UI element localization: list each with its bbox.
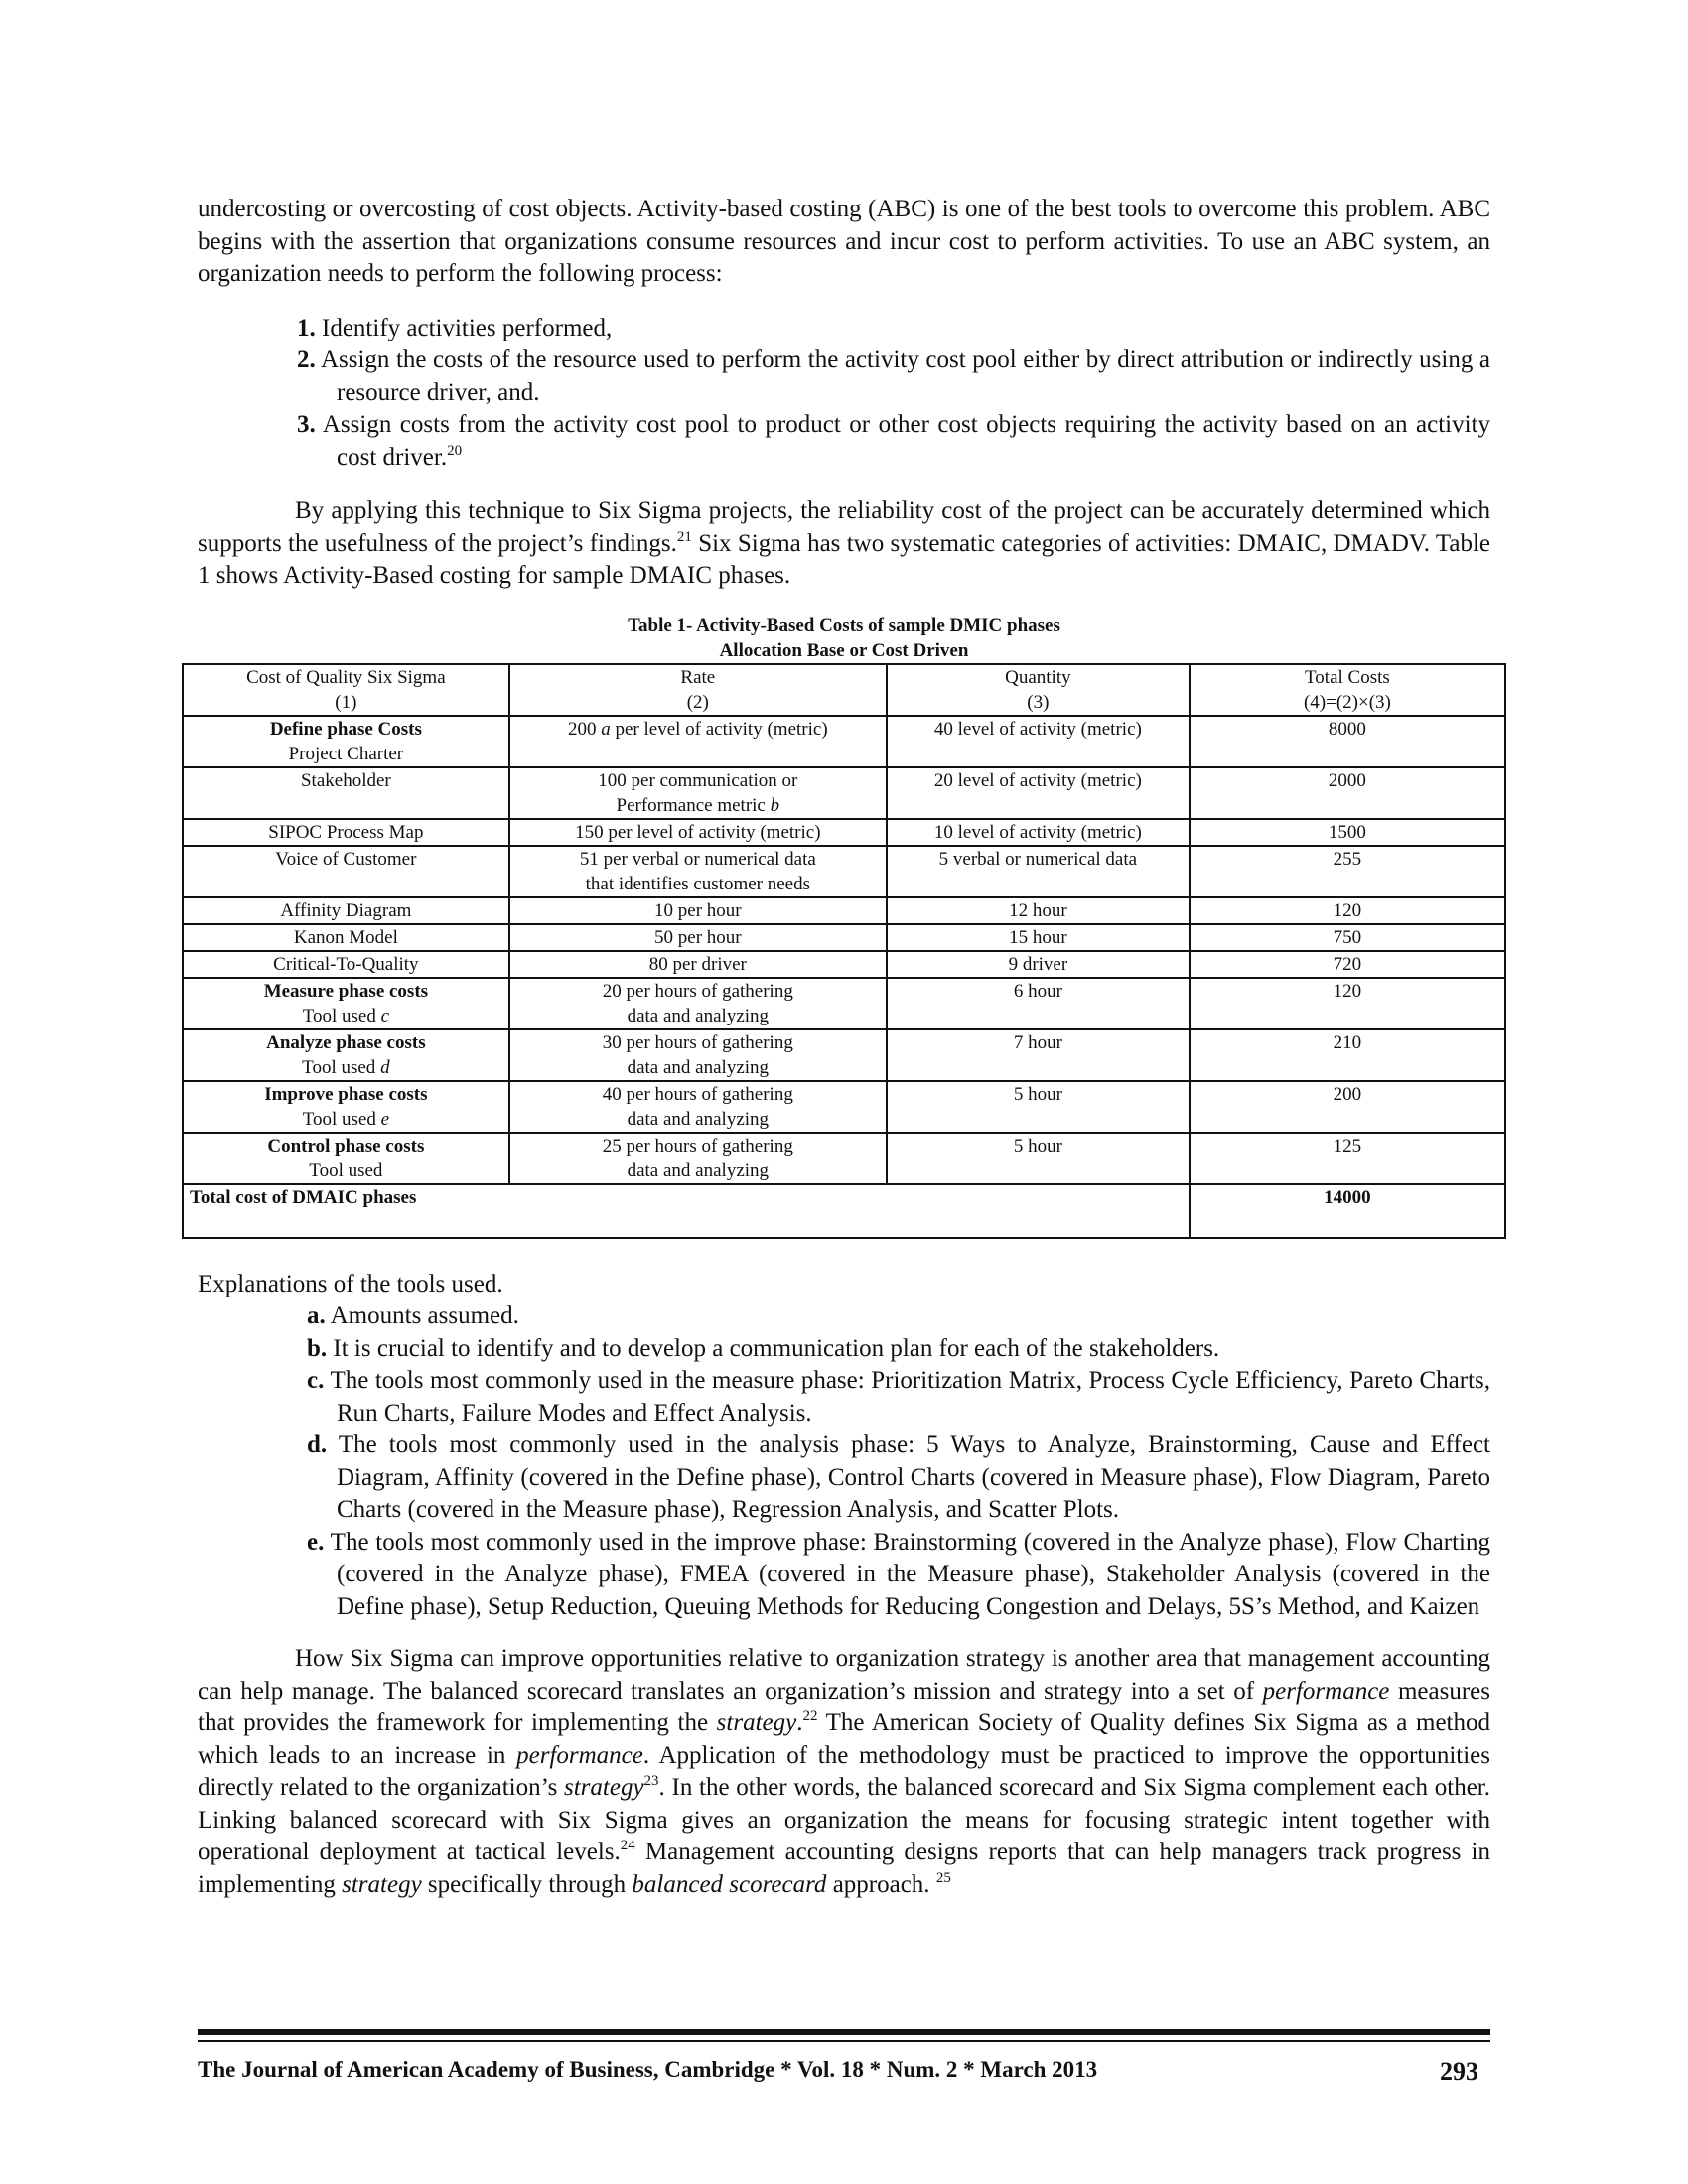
table-cell: Critical-To-Quality [183,951,509,978]
table-row [183,897,1505,924]
table-cell: Define phase Costs Project Charter [183,716,509,767]
process-step [297,313,1490,345]
table-cell: 1500 [1190,819,1505,846]
header-cell: Total Costs (4)=(2)×(3) [1190,664,1505,716]
process-steps-list [198,313,1490,475]
table-row [183,846,1505,897]
article-body [190,194,1491,1901]
table-cell: 100 per communication or Performance metric b [509,767,887,819]
page-footer [198,2057,1490,2091]
table-cell: 7 hour [887,1029,1190,1081]
footnote-ref: 25 [935,1869,951,1886]
table-row [183,924,1505,951]
table-cell: 12 hour [887,897,1190,924]
table-cell: 720 [1190,951,1505,978]
table-cell: 5 verbal or numerical data [887,846,1190,897]
explanation-item: d. The tools most commonly used in the analysis phase: 5 Ways to Analyze, Brainstorming, Cause and Effect Diagram, Affinity (covered in the Define phase), Control Charts (covered in Measure phase), Flow Diagram, Pareto Charts (covered in the Measure phase), Regression Analysis, and Scatter Plots. [307,1432,1490,1523]
table-cell: 150 per level of activity (metric) [509,819,887,846]
header-cell: Cost of Quality Six Sigma (1) [183,664,509,716]
table-cell: 10 per hour [509,897,887,924]
table-row [183,716,1505,767]
table-cell: 120 [1190,978,1505,1029]
table-cell: 2000 [1190,767,1505,819]
table-cell: 8000 [1190,716,1505,767]
para2-text-2: Six Sigma has two systematic categories of activities: DMAIC, DMADV. Table 1 shows Activity-Based costing for sample DMAIC phases. [198,529,1490,589]
table-cell: Voice of Customer [183,846,509,897]
para2-text-1: By applying this technique to Six Sigma projects, the reliability cost of the project can be accurately determined which supports the usefulness of the project’s findings. [198,497,1490,557]
journal-citation: The Journal of American Academy of Business, Cambridge * Vol. 18 * Num. 2 * March 2013 [198,2057,1098,2082]
paragraph-balanced-scorecard: How Six Sigma can improve opportunities relative to organization strategy is another area that management accounting can help manage. The balanced scorecard translates an organization’s mission and strategy into a set of performance measures that provides the framework for implementing the strategy.$^{22}$ The American Society of Quality defines Six Sigma as a method which leads to an increase in performance. Application of the methodology must be practiced to improve the opportunities directly related to the organization’s strategy$^{23}$. In the other words, the balanced scorecard and Six Sigma complement each other. Linking balanced scorecard with Six Sigma gives an organization the means for focusing strategic intent together with operational deployment at tactical levels.$^{24}$ Management accounting designs reports that can help managers track progress in implementing strategy specifically through balanced scorecard approach. $^{25}$ [198,1645,1490,1898]
table-cell: SIPOC Process Map [183,819,509,846]
table-subtitle: Allocation Base or Cost Driven [719,639,969,661]
step-number: 3. [297,411,316,438]
table-cell: 80 per driver [509,951,887,978]
table-cell: 5 hour [887,1081,1190,1133]
table-row [183,1029,1505,1081]
explanations-list [198,1300,1490,1623]
table-header-row [183,664,1505,716]
header-cell: Quantity (3) [887,664,1190,716]
table-row [183,767,1505,819]
table-cell: 120 [1190,897,1505,924]
table-cell: 210 [1190,1029,1505,1081]
table-total-row [183,1184,1505,1238]
table-cell: Kanon Model [183,924,509,951]
table-cell: 9 driver [887,951,1190,978]
table-cell: 125 [1190,1133,1505,1184]
explanation-item: b. It is crucial to identify and to develop a communication plan for each of the stakeholders. [307,1334,1220,1362]
table-cell: 15 hour [887,924,1190,951]
step-text: Identify activities performed, [322,314,613,341]
table-row [183,819,1505,846]
process-step [297,344,1490,409]
total-label: Total cost of DMAIC phases [183,1184,1190,1238]
table-cell: 20 per hours of gathering data and analyzing [509,978,887,1029]
footer-divider [198,2029,1490,2049]
table-cell: 10 level of activity (metric) [887,819,1190,846]
table-caption [198,614,1490,663]
table-row [183,1081,1505,1133]
table-cell: Control phase costs Tool used [183,1133,509,1184]
table-cell: 5 hour [887,1133,1190,1184]
table-cell: Stakeholder [183,767,509,819]
footnote-ref: 23 [643,1773,659,1789]
table-cell: 40 level of activity (metric) [887,716,1190,767]
table-cell: 40 per hours of gathering data and analyzing [509,1081,887,1133]
explanation-item: a. Amounts assumed. [307,1302,519,1329]
table-cell: 20 level of activity (metric) [887,767,1190,819]
table-row [183,978,1505,1029]
footnote-ref: 20 [447,442,463,459]
explanations-heading: Explanations of the tools used. [198,1270,503,1297]
paragraph-six-sigma [198,495,1490,593]
header-cell: Rate (2) [509,664,887,716]
table-cell: 25 per hours of gathering data and analyzing [509,1133,887,1184]
table-cell: 6 hour [887,978,1190,1029]
activity-based-costs-table [182,663,1506,1239]
table-cell: 255 [1190,846,1505,897]
process-step [297,409,1490,474]
step-number: 1. [297,314,316,341]
step-text: Assign the costs of the resource used to perform the activity cost pool either by direct attribution or indirectly using a resource driver, and. [320,346,1490,406]
table-row [183,1133,1505,1184]
table-cell: 51 per verbal or numerical data that identifies customer needs [509,846,887,897]
step-number: 2. [297,346,316,373]
table-cell: 750 [1190,924,1505,951]
table-row [183,951,1505,978]
table-cell: Improve phase costs Tool used e [183,1081,509,1133]
explanation-item: e. The tools most commonly used in the improve phase: Brainstorming (covered in the Analyze phase), Flow Charting (covered in the Analyze phase), FMEA (covered in the Measure phase), Stakeholder Analysis (covered in the Define phase), Setup Reduction, Queuing Methods for Reducing Congestion and Delays, 5S’s Method, and Kaizen [307,1528,1490,1620]
table-cell: 200 [1190,1081,1505,1133]
table-title: Table 1- Activity-Based Costs of sample DMIC phases [628,614,1060,636]
table-cell: 200 a per level of activity (metric) [509,716,887,767]
paragraph-intro: undercosting or overcosting of cost objects. Activity-based costing (ABC) is one of the best tools to overcome this problem. ABC begins with the assertion that organizations consume resources and incur cost to perform activities. To use an ABC system, an organization needs to perform the following process: [198,196,1490,287]
step-text: Assign costs from the activity cost pool to product or other cost objects requiring the activity based on an activity cost driver. [322,411,1491,471]
footnote-ref: 21 [676,528,692,545]
table-cell: Affinity Diagram [183,897,509,924]
total-value: 14000 [1190,1184,1505,1238]
footnote-ref: 22 [802,1708,818,1724]
table-cell: 50 per hour [509,924,887,951]
footnote-ref: 24 [620,1838,635,1853]
explanation-item: c. The tools most commonly used in the measure phase: Prioritization Matrix, Process Cycle Efficiency, Pareto Charts, Run Charts, Failure Modes and Effect Analysis. [307,1367,1490,1427]
table-cell: Analyze phase costs Tool used d [183,1029,509,1081]
table-cell: Measure phase costs Tool used c [183,978,509,1029]
table-cell: 30 per hours of gathering data and analyzing [509,1029,887,1081]
page-number: 293 [1440,2057,1478,2086]
